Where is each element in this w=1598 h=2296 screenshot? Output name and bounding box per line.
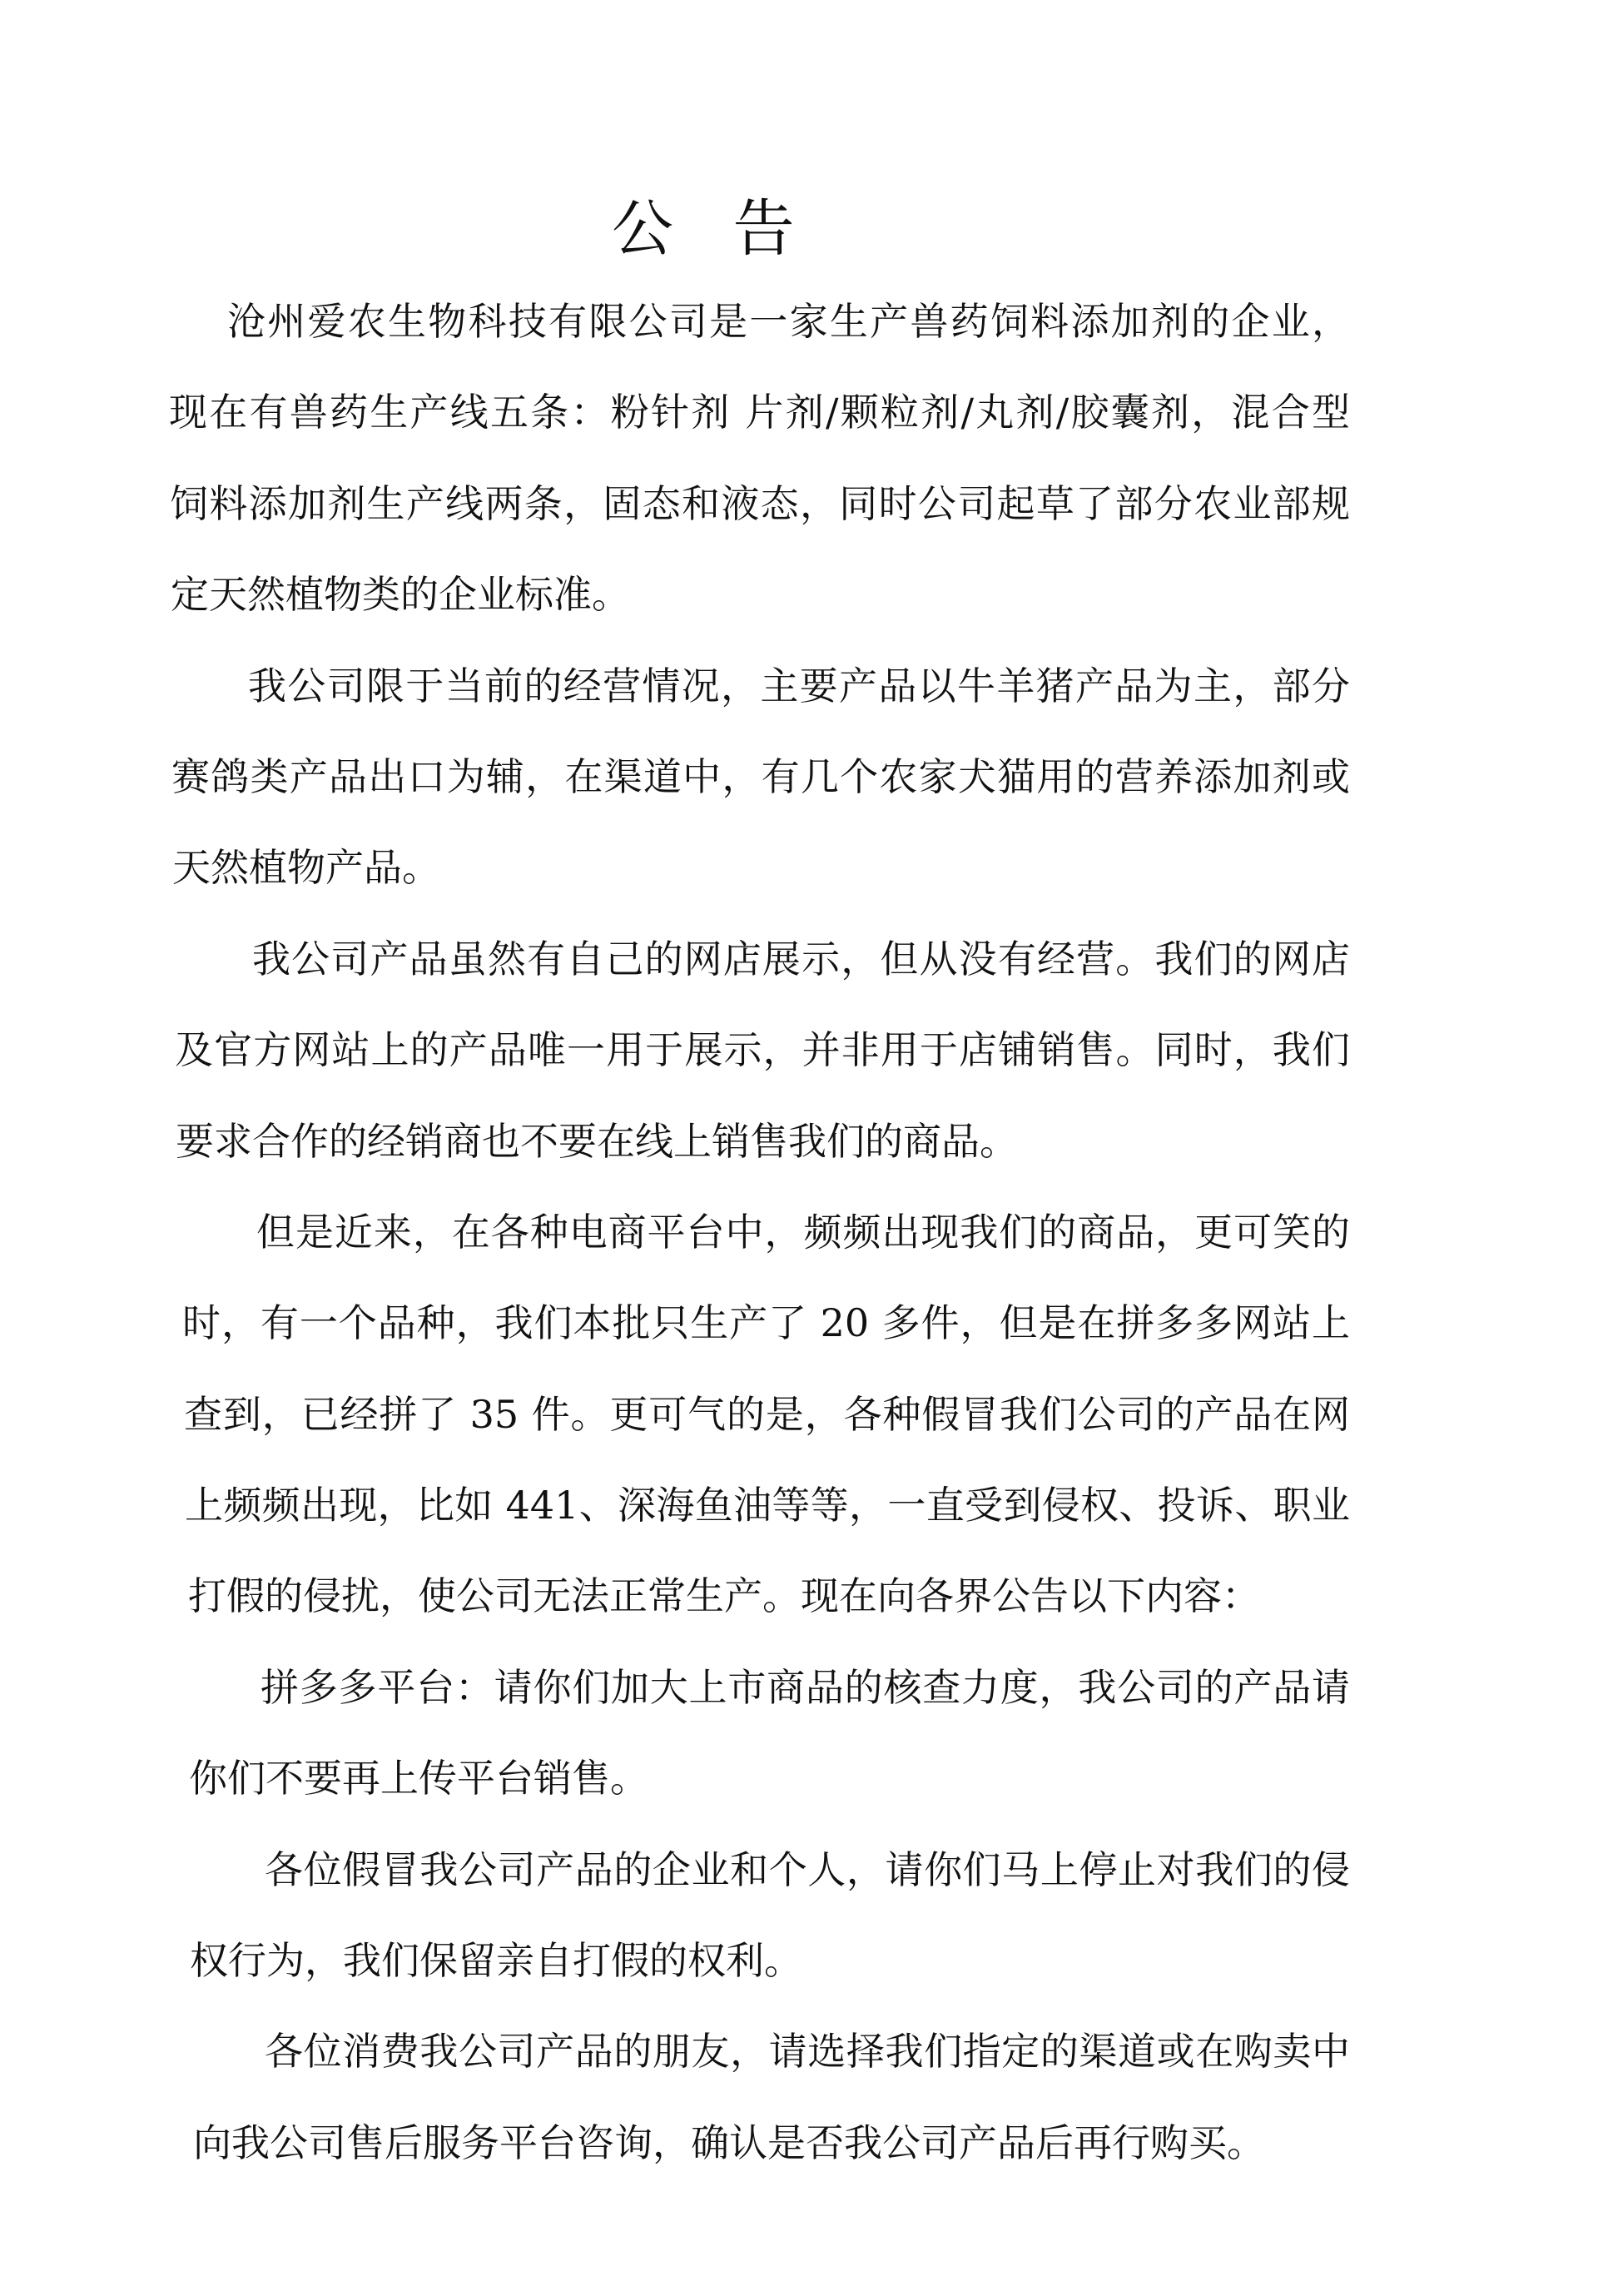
text-line: 我公司限于当前的经营情况，主要产品以牛羊猪产品为主，部分 bbox=[248, 663, 1350, 708]
paragraph-notice-consumers bbox=[0, 2006, 1598, 2189]
notice-body bbox=[0, 276, 1598, 2189]
paragraph-online-store bbox=[0, 914, 1598, 1187]
text-line: 各位消费我公司产品的朋友，请选择我们指定的渠道或在购卖中 bbox=[265, 2029, 1350, 2075]
text-line: 打假的侵扰，使公司无法正常生产。现在向各界公告以下内容： bbox=[188, 1573, 1260, 1619]
paragraph-counterfeit-issue bbox=[0, 1187, 1598, 1642]
paragraph-notice-counterfeiters bbox=[0, 1825, 1598, 2007]
text-line: 你们不要再上传平台销售。 bbox=[189, 1756, 648, 1802]
notice-title: 公 告 bbox=[612, 193, 795, 265]
paragraph-company-intro bbox=[0, 276, 1598, 641]
text-line: 但是近来，在各种电商平台中，频频出现我们的商品，更可笑的 bbox=[256, 1209, 1350, 1255]
text-line: 权行为，我们保留亲自打假的权利。 bbox=[190, 1938, 802, 1984]
text-line: 时，有一个品种，我们本批只生产了 20 多件，但是在拼多多网站上 bbox=[182, 1300, 1350, 1346]
text-line: 向我公司售后服务平台咨询，确认是否我公司产品后再行购买。 bbox=[193, 2120, 1265, 2165]
text-line: 沧州爱农生物科技有限公司是一家生产兽药饲料添加剂的企业， bbox=[227, 299, 1350, 344]
text-line: 现在有兽药生产线五条：粉针剂 片剂/颗粒剂/丸剂/胶囊剂，混合型 bbox=[169, 390, 1350, 435]
text-line: 我公司产品虽然有自己的网店展示，但从没有经营。我们的网店 bbox=[252, 936, 1350, 982]
text-line: 要求合作的经销商也不要在线上销售我们的商品。 bbox=[176, 1118, 1018, 1164]
text-line: 及官方网站上的产品唯一用于展示，并非用于店铺销售。同时，我们 bbox=[175, 1027, 1350, 1073]
text-line: 赛鸽类产品出口为辅，在渠道中，有几个农家犬猫用的营养添加剂或 bbox=[171, 753, 1350, 799]
text-line: 各位假冒我公司产品的企业和个人，请你们马上停止对我们的侵 bbox=[265, 1846, 1350, 1892]
paragraph-notice-platform bbox=[0, 1642, 1598, 1825]
text-line: 上频频出现，比如 441、深海鱼油等等，一直受到侵权、投诉、职业 bbox=[185, 1483, 1350, 1528]
paragraph-main-products bbox=[0, 641, 1598, 914]
text-line: 饲料添加剂生产线两条，固态和液态，同时公司起草了部分农业部规 bbox=[170, 480, 1350, 526]
text-line: 拼多多平台：请你们加大上市商品的核查力度，我公司的产品请 bbox=[261, 1664, 1350, 1710]
text-line: 天然植物产品。 bbox=[172, 845, 440, 891]
text-line: 查到，已经拼了 35 件。更可气的是，各种假冒我们公司的产品在网 bbox=[184, 1391, 1350, 1437]
text-line: 定天然植物类的企业标准。 bbox=[171, 572, 630, 618]
